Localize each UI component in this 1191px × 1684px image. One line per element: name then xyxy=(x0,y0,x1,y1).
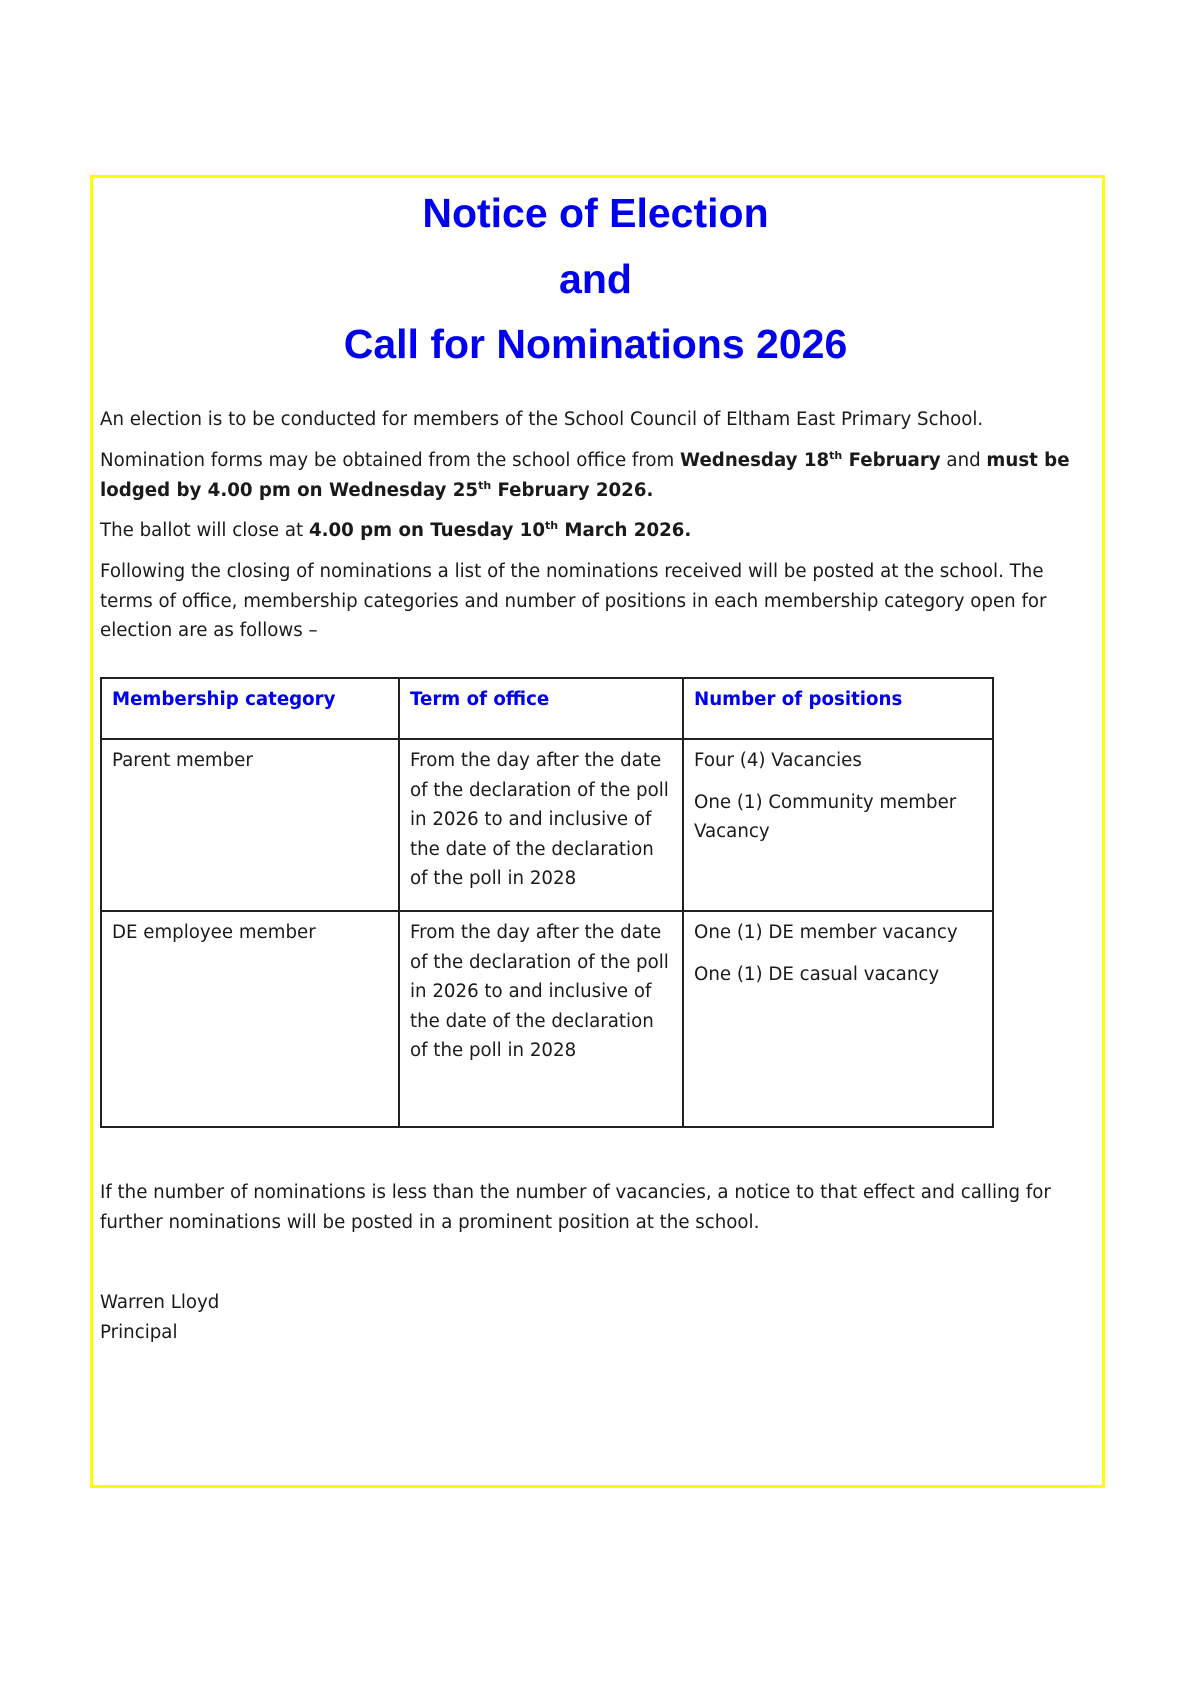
cell-positions xyxy=(683,739,993,911)
ballot-paragraph: The ballot will close at 4.00 pm on Tuesday 10th March 2026. xyxy=(100,519,692,541)
table-header-row xyxy=(101,678,993,739)
cell-positions xyxy=(683,911,993,1127)
signatory-name: Warren Lloyd xyxy=(100,1292,220,1313)
title-call-for-nominations: Call for Nominations 2026 xyxy=(343,321,848,367)
position-item: One (1) DE member vacancy xyxy=(694,922,958,943)
ballot-close-date: 4.00 pm on Tuesday 10th March 2026. xyxy=(308,519,692,541)
position-item: One (1) Community member Vacancy xyxy=(694,791,957,842)
intro-paragraph: An election is to be conducted for members of the School Council of Eltham East Primary School. xyxy=(100,409,984,430)
cell-category: DE employee member xyxy=(101,911,399,1127)
table-row xyxy=(101,739,993,911)
nomination-paragraph: Nomination forms may be obtained from the school office from Wednesday 18th February and must be lodged by 4.00 pm on Wednesday 25th February 2026. xyxy=(100,449,1070,501)
position-item: Four (4) Vacancies xyxy=(694,750,862,771)
title-and: and xyxy=(559,256,632,302)
header-term-of-office: Term of office xyxy=(399,678,683,739)
cell-term: From the day after the date of the declaration of the poll in 2026 to and inclusive of the date of the declaration of the poll in 2028 xyxy=(399,911,683,1127)
closing-paragraph: If the number of nominations is less than the number of vacancies, a notice to that effect and calling for further nominations will be posted in a prominent position at the school. xyxy=(100,1182,1051,1233)
header-membership-category: Membership category xyxy=(101,678,399,739)
cell-term: From the day after the date of the declaration of the poll in 2026 to and inclusive of the date of the declaration of the poll in 2028 xyxy=(399,739,683,911)
title-notice-of-election: Notice of Election xyxy=(422,190,769,236)
signatory-title: Principal xyxy=(100,1322,178,1343)
nomination-deadline: must be lodged by 4.00 pm on Wednesday 25th February 2026. xyxy=(100,450,1070,501)
following-paragraph: Following the closing of nominations a list of the nominations received will be posted at the school. The terms of office, membership categories and number of positions in each membership category open for election are as follows – xyxy=(100,561,1047,641)
positions-table xyxy=(100,677,994,1128)
position-item: One (1) DE casual vacancy xyxy=(694,963,940,985)
nomination-open-date: Wednesday 18th February xyxy=(680,449,941,471)
header-number-of-positions: Number of positions xyxy=(683,678,993,739)
table-row xyxy=(101,911,993,1127)
cell-category: Parent member xyxy=(101,739,399,911)
